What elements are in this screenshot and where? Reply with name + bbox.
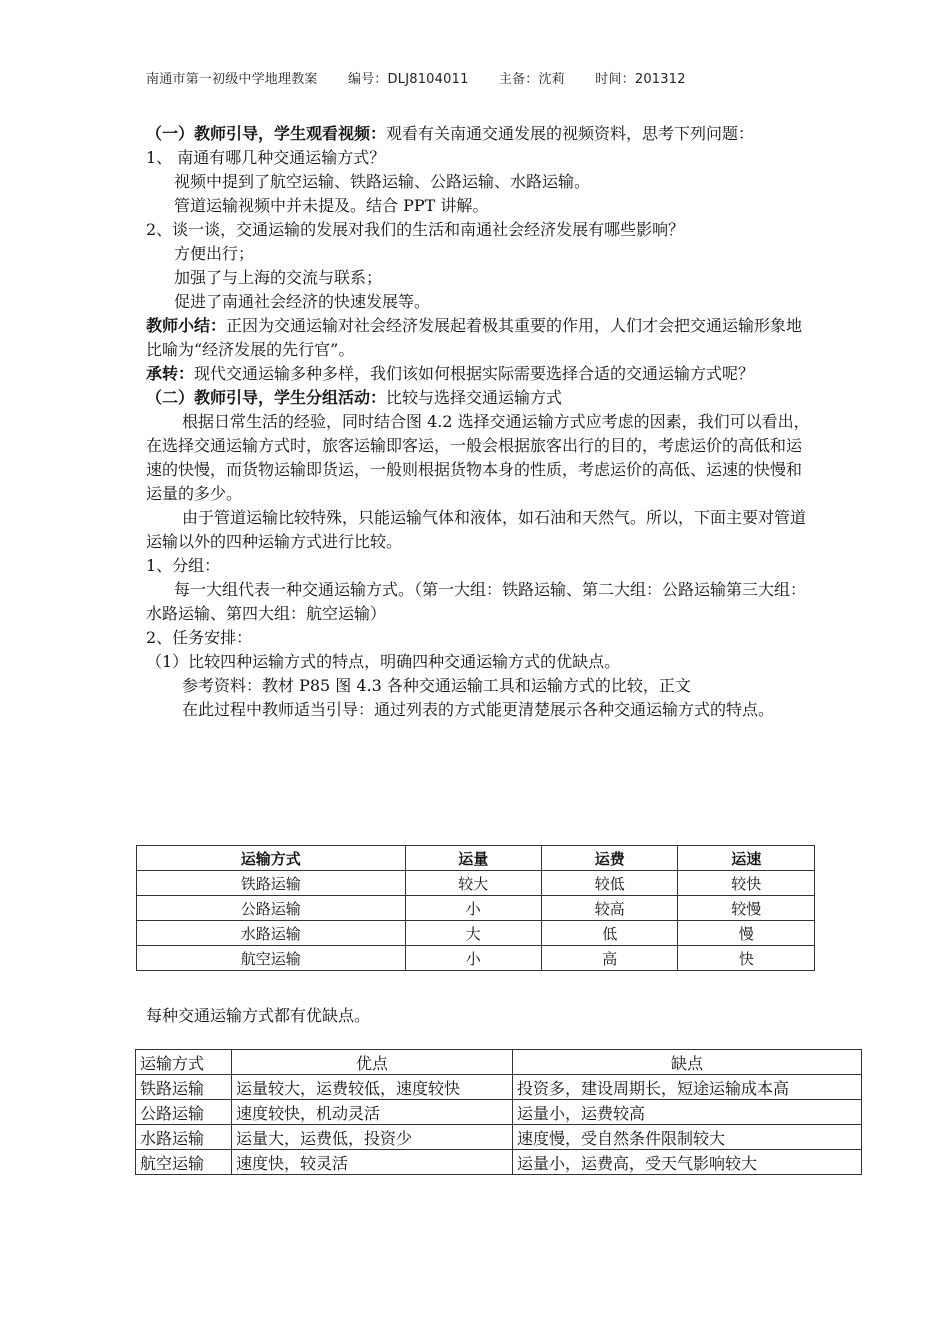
table-cell: 较快	[678, 871, 815, 896]
answer-1-line-2: 管道运输视频中并未提及。结合 PPT 讲解。	[174, 196, 489, 215]
header-school: 南通市第一初级中学地理教案	[146, 72, 318, 87]
header-time: 时间：201312	[595, 72, 686, 87]
summary-text: 正因为交通运输对社会经济发展起着极其重要的作用，人们才会把交通运输形象地比喻为“经济发展的先行官”。	[146, 316, 803, 359]
step-2-heading: 2、任务安排：	[146, 628, 253, 647]
step-1-heading: 1、分组：	[146, 556, 221, 575]
question-1: 1、 南通有哪几种交通运输方式？	[146, 148, 386, 167]
transport-comparison-table	[136, 845, 815, 971]
table-row	[137, 921, 815, 946]
question-2: 2、谈一谈，交通运输的发展对我们的生活和南通社会经济发展有哪些影响？	[146, 220, 685, 239]
table-cell: 慢	[678, 921, 815, 946]
table-cell: 航空运输	[137, 946, 406, 971]
answer-2-line-1: 方便出行；	[174, 244, 255, 263]
table-cell: 速度较快，机动灵活	[232, 1100, 513, 1125]
answer-2-line-2: 加强了与上海的交流与联系；	[174, 268, 383, 287]
table-cell: 高	[542, 946, 678, 971]
table-cell: 较高	[542, 896, 678, 921]
table-cell: 公路运输	[137, 896, 406, 921]
table-cell: 较大	[405, 871, 541, 896]
section1-title: （一）教师引导，学生观看视频：	[146, 124, 387, 143]
table-header-cell: 运输方式	[136, 1050, 232, 1075]
teacher-guidance: 在此过程中教师适当引导：通过列表的方式能更清楚展示各种交通运输方式的特点。	[182, 700, 775, 719]
table-cell: 较低	[542, 871, 678, 896]
task-1: （1）比较四种运输方式的特点，明确四种交通运输方式的优缺点。	[146, 652, 621, 671]
section2-title: （二）教师引导，学生分组活动：	[146, 388, 387, 407]
table-cell: 运量小，运费较高	[513, 1100, 862, 1125]
section1-intro: 观看有关南通交通发展的视频资料，思考下列问题：	[386, 124, 755, 143]
answer-1-line-1: 视频中提到了航空运输、铁路运输、公路运输、水路运输。	[174, 172, 591, 191]
step-1-text: 每一大组代表一种交通运输方式。（第一大组：铁路运输、第二大组：公路运输第三大组：水路运输、第四大组：航空运输）	[146, 580, 807, 623]
table-cell: 投资多，建设周期长，短途运输成本高	[513, 1075, 862, 1100]
table-cell: 低	[542, 921, 678, 946]
table-header-cell: 运量	[405, 846, 541, 871]
teacher-summary	[146, 314, 816, 362]
table-cell: 小	[405, 946, 541, 971]
table-cell: 较慢	[678, 896, 815, 921]
table-row	[136, 1075, 862, 1100]
section2-title-rest: 比较与选择交通运输方式	[386, 388, 563, 407]
summary-label: 教师小结：	[146, 316, 227, 335]
table-header-cell: 运速	[678, 846, 815, 871]
table-header-cell: 缺点	[513, 1050, 862, 1075]
pros-cons-note: 每种交通运输方式都有优缺点。	[146, 1006, 371, 1025]
reference-material: 参考资料：教材 P85 图 4.3 各种交通运输工具和运输方式的比较，正文	[182, 676, 691, 695]
table-cell: 铁路运输	[136, 1075, 232, 1100]
table-cell: 铁路运输	[137, 871, 406, 896]
table-cell: 水路运输	[137, 921, 406, 946]
pros-cons-table	[135, 1049, 862, 1175]
document-body	[146, 122, 816, 722]
answer-2-line-3: 促进了南通社会经济的快速发展等。	[174, 292, 431, 311]
table-cell: 小	[405, 896, 541, 921]
header-author: 主备：沈莉	[498, 72, 565, 87]
section1-heading	[146, 122, 816, 146]
table-header-cell: 运输方式	[137, 846, 406, 871]
table-header-cell: 优点	[232, 1050, 513, 1075]
transition-text: 现代交通运输多种多样，我们该如何根据实际需要选择合适的交通运输方式呢？	[194, 364, 755, 383]
table-header-row	[136, 1050, 862, 1075]
table-cell: 运量大，运费低，投资少	[232, 1125, 513, 1150]
section2-paragraph-2: 由于管道运输比较特殊，只能运输气体和液体，如石油和天然气。所以，下面主要对管道运输以外的四种运输方式进行比较。	[146, 508, 807, 551]
table-cell: 快	[678, 946, 815, 971]
table-row	[137, 896, 815, 921]
transition-label: 承转：	[146, 364, 195, 383]
section2-paragraph-1: 根据日常生活的经验，同时结合图 4.2 选择交通运输方式应考虑的因素，我们可以看出，在选择交通运输方式时，旅客运输即客运，一般会根据旅客出行的目的，考虑运价的高低和运速的快慢，而货物运输即货运，一般则根据货物本身的性质，考虑运价的高低、运速的快慢和运量的多少。	[146, 412, 810, 503]
table-row	[136, 1125, 862, 1150]
table-header-cell: 运费	[542, 846, 678, 871]
table-cell: 水路运输	[136, 1125, 232, 1150]
table-row	[137, 871, 815, 896]
table-header-row	[137, 846, 815, 871]
table-cell: 运量较大，运费较低，速度较快	[232, 1075, 513, 1100]
header-code: 编号：DLJ8104011	[347, 72, 469, 87]
table-row	[136, 1100, 862, 1125]
page-header	[146, 68, 712, 87]
table-cell: 公路运输	[136, 1100, 232, 1125]
table-row	[136, 1150, 862, 1175]
table-cell: 速度快，较灵活	[232, 1150, 513, 1175]
table-row	[137, 946, 815, 971]
table-cell: 运量小，运费高，受天气影响较大	[513, 1150, 862, 1175]
table-cell: 航空运输	[136, 1150, 232, 1175]
section2-heading	[146, 386, 816, 410]
transition	[146, 362, 816, 386]
table-cell: 速度慢，受自然条件限制较大	[513, 1125, 862, 1150]
table-cell: 大	[405, 921, 541, 946]
